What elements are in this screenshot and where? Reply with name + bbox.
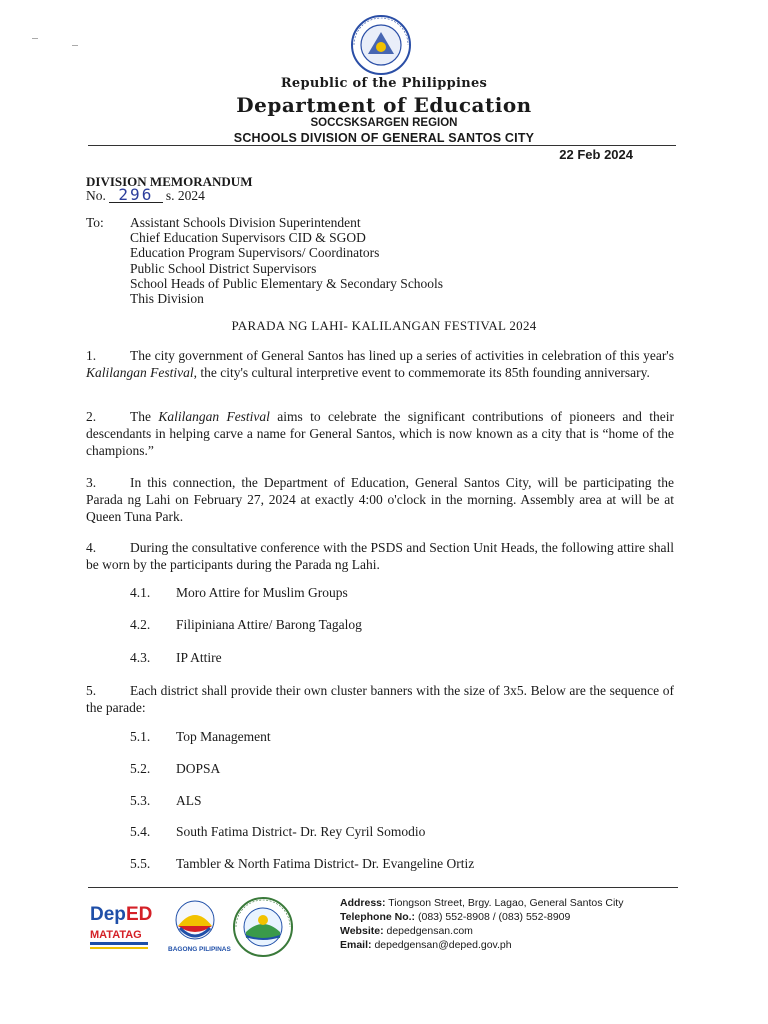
address-value: Tiongson Street, Brgy. Lagao, General Santos City [388, 897, 624, 909]
svg-text:Dep: Dep [90, 904, 126, 925]
deped-seal-icon [350, 14, 412, 76]
website-link[interactable]: depedgensan.com [386, 925, 473, 937]
list-item [130, 585, 630, 601]
gensan-division-seal-icon [232, 896, 294, 958]
paragraph-number: 2. [86, 409, 97, 424]
scan-mark [72, 45, 78, 46]
paragraph-text: The [130, 409, 159, 424]
list-item-text: DOPSA [176, 761, 221, 776]
list-item [130, 650, 630, 666]
list-item-text: Tambler & North Fatima District- Dr. Evangeline Ortiz [176, 856, 475, 871]
to-label: To: [86, 215, 104, 230]
list-item-number: 5.2. [130, 761, 151, 776]
email-link[interactable]: depedgensan@deped.gov.ph [374, 939, 512, 951]
svg-text:ED: ED [126, 904, 153, 925]
paragraph-text: , the city's cultural interpretive event to commemorate its 85th founding anniversary. [193, 365, 650, 380]
paragraph-text: During the consultative conference with the PSDS and Section Unit Heads, the following attire shall be worn by the participants during the Parada ng Lahi. [86, 540, 674, 572]
paragraph-number: 1. [86, 348, 97, 363]
list-item-text: Moro Attire for Muslim Groups [176, 585, 348, 600]
list-item-number: 4.2. [130, 617, 151, 632]
list-item-number: 5.1. [130, 729, 151, 744]
memo-subject: PARADA NG LAHI- KALILANGAN FESTIVAL 2024 [231, 318, 537, 333]
list-item [130, 729, 650, 745]
email-label: Email: [340, 939, 372, 951]
list-item-text: IP Attire [176, 650, 222, 665]
list-item-number: 5.4. [130, 824, 151, 839]
region-heading: SOCCSKSARGEN REGION [310, 117, 458, 129]
footer-divider [88, 887, 678, 888]
recipient: Chief Education Supervisors CID & SGOD [130, 230, 366, 246]
paragraph [86, 408, 674, 459]
list-item-number: 4.3. [130, 650, 151, 665]
list-item-number: 5.5. [130, 856, 151, 871]
list-item [130, 617, 630, 633]
list-item-text: Filipiniana Attire/ Barong Tagalog [176, 617, 362, 632]
paragraph-emphasis: Kalilangan Festival [86, 365, 194, 380]
svg-text:MATATAG: MATATAG [90, 929, 142, 941]
recipient: Education Program Supervisors/ Coordinators [130, 245, 380, 261]
list-item [130, 856, 650, 872]
contact-info [340, 896, 623, 952]
recipient: This Division [130, 291, 204, 307]
memo-number: 296 [109, 188, 163, 203]
list-item [130, 761, 650, 777]
website-label: Website: [340, 925, 384, 937]
deped-matatag-logo-icon [88, 898, 152, 954]
paragraph-emphasis: Kalilangan Festival [158, 409, 270, 424]
recipient-list [130, 215, 443, 306]
address-label: Address: [340, 897, 386, 909]
address-line [340, 896, 623, 910]
department-heading: Department of Education [236, 93, 532, 117]
bagong-pilipinas-logo-icon [166, 898, 231, 954]
paragraph-number: 5. [86, 683, 97, 698]
header-divider [88, 145, 676, 146]
list-item-text: Top Management [176, 729, 271, 744]
paragraph-number: 3. [86, 475, 97, 490]
list-item-number: 5.3. [130, 793, 151, 808]
paragraph-text: In this connection, the Department of Education, General Santos City, will be participating the Parada ng Lahi on February 27, 2024 at exactly 4:00 o'clock in the morning. Assembly area at will be at Queen Tuna Park. [86, 475, 674, 524]
republic-heading: Republic of the Philippines [280, 76, 488, 91]
phone-line [340, 910, 623, 924]
list-item [130, 824, 650, 840]
recipient: Public School District Supervisors [130, 260, 317, 276]
paragraph [86, 347, 674, 381]
paragraph-text: Each district shall provide their own cluster banners with the size of 3x5. Below are the sequence of the parade: [86, 683, 674, 715]
svg-text:BAGONG PILIPINAS: BAGONG PILIPINAS [168, 946, 231, 953]
phone-label: Telephone No.: [340, 911, 416, 923]
paragraph [86, 539, 674, 573]
email-line [340, 938, 623, 952]
memo-title: DIVISION MEMORANDUM [86, 174, 253, 189]
list-item-text: South Fatima District- Dr. Rey Cyril Somodio [176, 824, 426, 839]
list-item-number: 4.1. [130, 585, 151, 600]
division-heading: SCHOOLS DIVISION OF GENERAL SANTOS CITY [233, 131, 535, 145]
recipient: School Heads of Public Elementary & Secondary Schools [130, 275, 444, 291]
memo-series: s. 2024 [165, 188, 205, 203]
scan-mark [32, 38, 38, 39]
list-item [130, 793, 650, 809]
list-item-text: ALS [176, 793, 202, 808]
website-line [340, 924, 623, 938]
paragraph-text: aims to celebrate the significant contributions of pioneers and their descendants in helping carve a name for General Santos, which is now known as a city that is “home of the champions.” [86, 409, 674, 458]
paragraph [86, 682, 674, 716]
phone-value: (083) 552-8908 / (083) 552-8909 [417, 911, 571, 923]
paragraph-text: The city government of General Santos has lined up a series of activities in celebration of this year's [130, 348, 674, 363]
paragraph [86, 474, 674, 525]
memo-number-line [86, 185, 205, 204]
memo-date: 22 Feb 2024 [559, 147, 633, 162]
paragraph-number: 4. [86, 540, 97, 555]
memo-number-label: No. [86, 188, 106, 203]
recipient: Assistant Schools Division Superintendent [130, 215, 361, 230]
